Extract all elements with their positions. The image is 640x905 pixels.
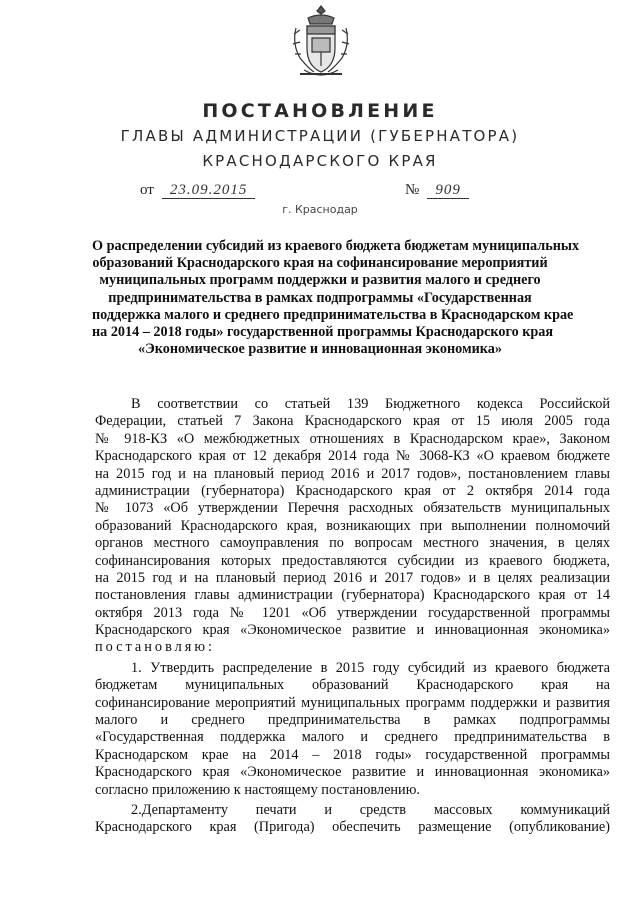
- item1-line: малого и среднего предпринимательства в рамках подпрограммы: [95, 712, 610, 729]
- item1-line: 1. Утвердить распределение в 2015 году субсидий из краевого бюджета: [131, 659, 610, 676]
- city-label: г. Краснодар: [282, 203, 358, 216]
- preamble-line: органов местного самоуправления по вопросам местного значения, в целях: [95, 535, 610, 552]
- preamble-line: администрации (губернатора) Краснодарского края от 2 октября 2014 года: [95, 482, 610, 499]
- preamble-line: образований Краснодарского края, возникающих при выполнении полномочий: [95, 517, 610, 534]
- preamble-line: № 918-КЗ «О межбюджетных отношениях в Краснодарском крае», Законом: [95, 430, 610, 447]
- title-line: муниципальных программ поддержки и развития малого и среднего: [99, 272, 541, 289]
- item1-line: Краснодарском крае на 2014 – 2018 годы» государственной программы: [95, 746, 610, 763]
- preamble-line: на 2015 год и на плановый период 2016 и 2017 годов», постановлением главы: [95, 465, 610, 482]
- coat-of-arms-emblem: [290, 4, 352, 82]
- issuing-authority-line2: КРАСНОДАРСКОГО КРАЯ: [202, 152, 438, 170]
- document-title: [92, 238, 580, 358]
- title-line: «Экономическое развитие и инновационная экономика»: [138, 341, 502, 358]
- preamble-line: на 2015 год и на плановый период 2016 и 2017 годов» и в целях реализации: [95, 569, 610, 586]
- title-line: на 2014 – 2018 годы» государственной программы Краснодарского края: [92, 324, 554, 341]
- title-line: поддержка малого и среднего предпринимательства в Краснодарском крае: [92, 306, 574, 323]
- preamble-line: В соответствии со статьей 139 Бюджетного кодекса Российской: [131, 396, 610, 412]
- item1-line: согласно приложению к настоящему постановлению.: [95, 781, 420, 798]
- title-line: предпринимательства в рамках подпрограммы «Государственная: [108, 289, 532, 306]
- item1-line: софинансирование мероприятий муниципальных программ поддержки и развития: [95, 694, 610, 711]
- item1-line: бюджетам муниципальных образований Краснодарского края на: [95, 677, 610, 694]
- preamble-line: Краснодарского края «Экономическое развитие и инновационная экономика»: [95, 622, 610, 639]
- resolve-word: постановляю:: [95, 639, 215, 656]
- preamble-line: Краснодарского края от 12 декабря 2014 года № 3068-КЗ «О краевом бюджете: [95, 448, 610, 465]
- item2-line: 2.Департаменту печати и средств массовых коммуникаций: [131, 801, 610, 818]
- item2-line: Краснодарского края (Пригода) обеспечить размещение (опубликование): [95, 819, 610, 836]
- item1-line: Краснодарского края «Экономическое развитие и инновационная экономика»: [95, 764, 610, 781]
- number-value: 909: [427, 182, 469, 199]
- issuing-authority-line1: ГЛАВЫ АДМИНИСТРАЦИИ (ГУБЕРНАТОРА): [120, 127, 520, 145]
- date-value: 23.09.2015: [162, 182, 256, 199]
- title-line: образований Краснодарского края на софинансирование мероприятий: [92, 255, 548, 272]
- preamble-line: Федерации, статьей 7 Закона Краснодарского края от 15 июля 2005 года: [95, 413, 610, 430]
- document-body: [95, 396, 610, 837]
- preamble-line: № 1073 «Об утверждении Перечня расходных обязательств муниципальных: [95, 500, 610, 517]
- document-number: [405, 182, 469, 199]
- item1-line: «Государственная поддержка малого и среднего предпринимательства в: [95, 729, 610, 746]
- title-line: О распределении субсидий из краевого бюджета бюджетам муниципальных: [92, 238, 580, 254]
- preamble-line: софинансирования которых предоставляются субсидии из краевого бюджета,: [95, 552, 610, 569]
- preamble-line: октября 2013 года № 1201 «Об утверждении государственной программы: [95, 604, 610, 621]
- date-prefix: от: [140, 182, 154, 198]
- number-prefix: №: [405, 182, 420, 198]
- document-type-heading: ПОСТАНОВЛЕНИЕ: [202, 100, 438, 122]
- document-date: [140, 182, 255, 199]
- preamble-line: постановления главы администрации (губернатора) Краснодарского края от 14: [95, 587, 610, 604]
